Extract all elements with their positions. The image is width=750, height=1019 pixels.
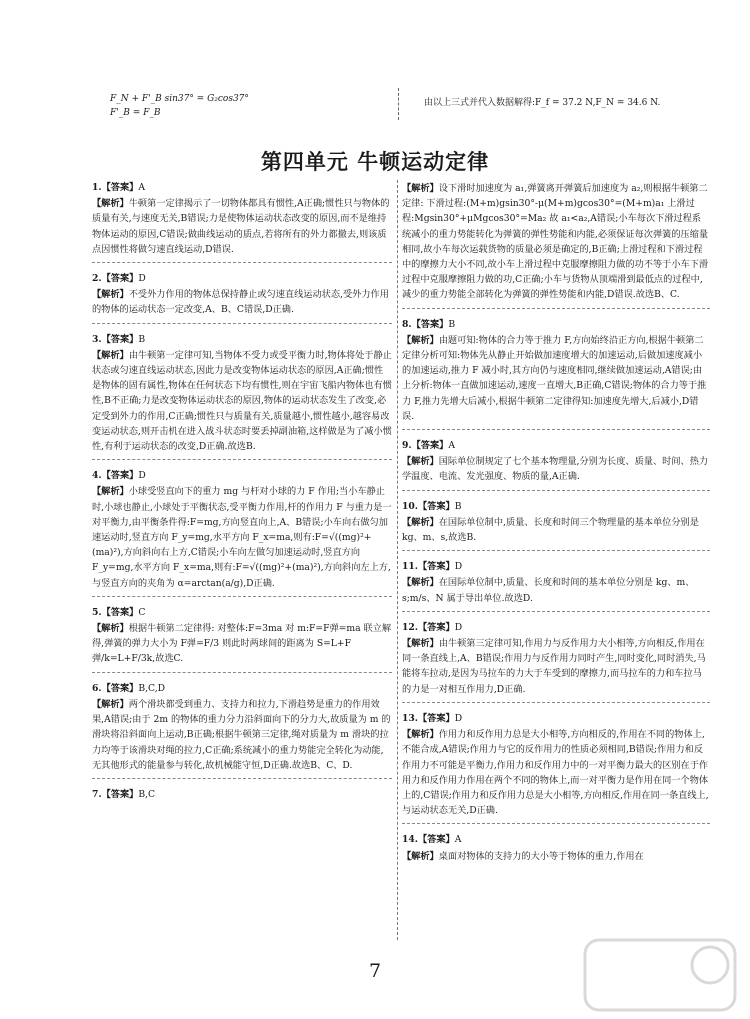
analysis-text (92, 697, 392, 773)
answer-line (402, 711, 710, 726)
answer-tag: 【答案】 (101, 682, 139, 694)
right-column (402, 180, 710, 877)
question-item (402, 620, 710, 703)
question-item (402, 438, 710, 491)
question-item (92, 180, 392, 263)
analysis-tag: 【解析】 (402, 577, 439, 589)
analysis-body: 由牛顿第一定律可知,当物体不受力或受平衡力时,物体将处于静止状态或匀速直线运动状态,因此力是改变物体运动状态的原因,A正确;惯性是物体的固有属性,物体在任何状态下均有惯性,则在宇宙飞船内物体也有惯性,B不正确;力是改变物体运动状态的原因,物体的运动状态发生了改变,必定受到外力的作用,C正确;惯性只与质量有关,质量越小,惯性越小,越容易改变运动状态,则开击机在进入战斗状态时要丢掉副油箱,这样做是为了减小惯性,有利于运动状态的改变,D正确.故选B. (92, 349, 392, 453)
analysis-tag: 【解析】 (92, 198, 129, 210)
answer-line (92, 332, 392, 347)
answer-value: D (454, 621, 463, 633)
analysis-tag: 【解析】 (402, 729, 439, 741)
answer-tag: 【答案】 (101, 606, 139, 618)
analysis-body: 不受外力作用的物体总保持静止或匀速直线运动状态,受外力作用的物体的运动状态一定改变,A、B、C错误,D正确. (92, 289, 389, 316)
answer-line (402, 317, 710, 332)
question-number: 7. (92, 788, 102, 800)
analysis-text (92, 287, 392, 317)
analysis-body: 牛顿第一定律揭示了一切物体都具有惯性,A正确;惯性只与物体的质量有关,与速度无关,B错误;力是使物体运动状态改变的原因,而不是维持物体运动的原因,C错误;做曲线运动的质点,若将所有的外力都撤去,则该质点因惯性将做匀速直线运动,D错误. (92, 198, 390, 255)
question-item (402, 181, 710, 309)
analysis-text (402, 333, 710, 424)
analysis-text (402, 575, 710, 605)
question-number: 8. (402, 318, 412, 330)
answer-tag: 【答案】 (101, 788, 139, 800)
top-divider (398, 88, 399, 120)
analysis-text (92, 348, 392, 454)
top-left-equations (110, 92, 249, 120)
answer-tag: 【答案】 (101, 273, 139, 285)
analysis-tag: 【解析】 (402, 183, 439, 194)
analysis-text (92, 621, 392, 667)
analysis-body: 设下滑时加速度为 a₁,弹簧离开弹簧后加速度为 a₂,则根据牛顿第二定律: 下滑过程:(M+m)gsin30°-μ(M+m)gcos30°=(M+m)a₁ 上滑过程:Mgsin30°+μMgcos30°=Ma₂ 故 a₁<a₂,A错误;小车每次下滑过程系统减小的重力势能转化为弹簧的弹性势能和内能,必须保证每次弹簧的压缩量相同,故小车每次运载货物的质量必须是确定的,B正确;上滑过程和下滑过程中的摩擦力大小不同,故小车上滑过程中克服摩擦阻力做的功不等于小车下滑过程中克服摩擦阻力做的功,C正确;小车与货物从顶端滑到最低点的过程中,减少的重力势能全部转化为弹簧的弹性势能和内能,D错误.故选B、C. (402, 183, 709, 301)
answer-value: B,C,D (138, 682, 166, 694)
answer-line (92, 468, 392, 483)
answer-line (92, 271, 392, 286)
answer-line (402, 438, 710, 453)
answer-line (92, 605, 392, 620)
analysis-body: 在国际单位制中,质量、长度和时间三个物理量的基本单位分别是 kg、m、s,故选B. (402, 516, 699, 544)
question-item (92, 605, 392, 673)
question-number: 13. (402, 712, 418, 724)
analysis-text (402, 181, 710, 303)
answer-tag: 【答案】 (411, 318, 449, 330)
answer-value: C (138, 606, 146, 618)
analysis-text (402, 636, 710, 697)
answer-tag: 【答案】 (411, 440, 449, 452)
question-item (402, 832, 710, 868)
analysis-body: 桌面对物体的支持力的大小等于物体的重力,作用在 (438, 850, 644, 862)
page-number: 7 (368, 960, 382, 982)
answer-value: D (454, 561, 463, 573)
answer-tag: 【答案】 (417, 712, 455, 724)
question-number: 5. (92, 606, 102, 618)
question-item (402, 711, 710, 824)
question-item (92, 332, 392, 461)
analysis-body: 根据牛顿第二定律得: 对整体:F=3ma 对 m:F=F弹=ma 联立解得,弹簧的弹力大小为 F弹=F/3 则此时两球间的距离为 S=L+F弹/k=L+F/3k,故选C. (92, 623, 392, 665)
analysis-tag: 【解析】 (92, 698, 129, 710)
question-number: 11. (402, 561, 418, 573)
question-number: 4. (92, 470, 102, 482)
answer-value: D (454, 712, 463, 724)
question-item (92, 468, 392, 597)
analysis-text (92, 196, 392, 257)
answer-line (402, 620, 710, 635)
top-right-result: 由以上三式并代入数据解得:F_f = 37.2 N,F_N = 34.6 N. (424, 98, 661, 108)
answer-line (92, 787, 392, 802)
question-number: 10. (402, 500, 418, 512)
question-number: 1. (92, 182, 102, 193)
analysis-tag: 【解析】 (92, 623, 129, 635)
answer-tag: 【答案】 (417, 561, 455, 573)
analysis-body: 小球受竖直向下的重力 mg 与杆对小球的力 F 作用;当小车静止时,小球也静止,小球处于平衡状态,受平衡力作用,杆的作用力 F 与重力是一对平衡力,由平衡条件得:F=mg,方向竖直向上,A、B错误;小车向右做匀加速运动时,竖直方向 F_y=mg,水平方向 F_x=ma,则有:F=√((mg)²+(ma)²),方向斜向右上方,C错误;小车向左做匀加速运动时,竖直方向 F_y=mg,水平方向 F_x=ma,则有:F=√((mg)²+(ma)²),方向斜向左上方,与竖直方向的夹角为 α=arctan(a/g),D正确. (92, 486, 392, 589)
analysis-body: 作用力和反作用力总是大小相等,方向相反的,作用在不同的物体上,不能合成,A错误;作用力与它的反作用力的性质必须相同,B错误;作用力和反作用力不可能是平衡力,作用力和反作用力中的一对平衡力最大的区别在于作用力和反作用力作用在两个不同的物体上,而一对平衡力是作用在同一个物体上的,C错误;作用力和反作用力总是大小相等,方向相反,作用在同一条直线上,与运动状态无关,D正确. (402, 729, 709, 817)
question-number: 12. (402, 621, 418, 633)
answer-tag: 【答案】 (101, 470, 139, 482)
analysis-body: 两个滑块都受到重力、支持力和拉力,下滑趋势是重力的作用效果,A错误;由于 2m 的物体的重力分力沿斜面向下的分力大,故质量为 m 的滑块将沿斜面向上运动,B正确;根据牛顿第三定律,绳对质量为 m 滑块的拉力均等于该滑块对绳的拉力,C正确;系统减小的重力势能完全转化为动能,无其他形式的能量参与转化,故机械能守恒,D正确.故选B、C、D. (92, 698, 391, 771)
analysis-text (92, 484, 392, 590)
analysis-text (402, 849, 710, 864)
answer-tag: 【答案】 (101, 333, 139, 345)
question-number: 2. (92, 273, 102, 285)
analysis-text (402, 454, 710, 484)
watermark-logo (580, 935, 740, 1015)
answer-line (402, 832, 710, 847)
question-number: 14. (402, 834, 418, 846)
answer-tag: 【答案】 (417, 621, 455, 633)
question-item (92, 787, 392, 807)
question-item (92, 681, 392, 779)
analysis-tag: 【解析】 (92, 289, 129, 301)
answer-value: A (448, 440, 455, 452)
answer-line (402, 559, 710, 574)
analysis-tag: 【解析】 (402, 334, 439, 346)
answer-line (92, 180, 392, 195)
answer-tag: 【答案】 (417, 500, 455, 512)
equation-line-1: F_N + F'_B sin37° = G₂cos37° (110, 94, 249, 104)
analysis-body: 由题可知:物体的合力等于推力 F,方向始终沿正方向,根据牛顿第二定律分析可知:物体先从静止开始做加速度增大的加速运动,后做加速度减小的加速运动,推力 F 减小时,其方向仍与速度相同,继续做加速运动,A错误;由上分析:物体一直做加速运动,速度一直增大,B正确,C错误;物体的合力等于推力 F,推力先增大后减小,根据牛顿第二定律得知:加速度先增大,后减小,D错误. (402, 334, 707, 422)
answer-value: A (454, 834, 462, 846)
answer-tag: 【答案】 (417, 834, 455, 846)
analysis-tag: 【解析】 (92, 349, 129, 361)
unit-title: 第四单元 牛顿运动定律 (260, 150, 490, 174)
analysis-body: 国际单位制规定了七个基本物理量,分别为长度、质量、时间、热力学温度、电流、发光强度、物质的量,A正确. (402, 456, 709, 483)
analysis-tag: 【解析】 (402, 456, 439, 468)
answer-value: B (138, 333, 146, 345)
question-number: 3. (92, 333, 102, 345)
answer-value: B,C (138, 788, 156, 800)
answer-value: A (138, 182, 145, 193)
left-column (92, 180, 392, 815)
answer-line (402, 499, 710, 514)
answer-value: B (448, 318, 456, 330)
question-item (92, 271, 392, 324)
analysis-text (402, 727, 710, 818)
question-item (402, 317, 710, 430)
question-item (402, 499, 710, 552)
analysis-tag: 【解析】 (402, 850, 439, 862)
analysis-text (402, 515, 710, 545)
answer-value: D (138, 470, 146, 482)
analysis-tag: 【解析】 (402, 638, 439, 650)
analysis-tag: 【解析】 (402, 516, 439, 528)
analysis-body: 由牛顿第三定律可知,作用力与反作用力大小相等,方向相反,作用在同一条直线上,A、B错误;作用力与反作用力同时产生,同时变化,同时消失,马能将车拉动,是因为马拉车的力大于车受到的摩擦力,而马拉车的力和车拉马的力是一对相互作用力,D正确. (402, 638, 706, 695)
answer-tag: 【答案】 (101, 182, 139, 193)
analysis-tag: 【解析】 (92, 486, 129, 498)
question-number: 6. (92, 682, 102, 694)
column-divider (397, 180, 398, 940)
question-number: 9. (402, 440, 412, 452)
answer-value: B (454, 500, 462, 512)
equation-line-2: F'_B = F_B (110, 108, 161, 118)
answer-line (92, 681, 392, 696)
answer-value: D (138, 273, 146, 285)
question-item (402, 559, 710, 612)
analysis-body: 在国际单位制中,质量、长度和时间的基本单位分别是 kg、m、s;m/s、N 属于导出单位.故选D. (402, 577, 695, 604)
